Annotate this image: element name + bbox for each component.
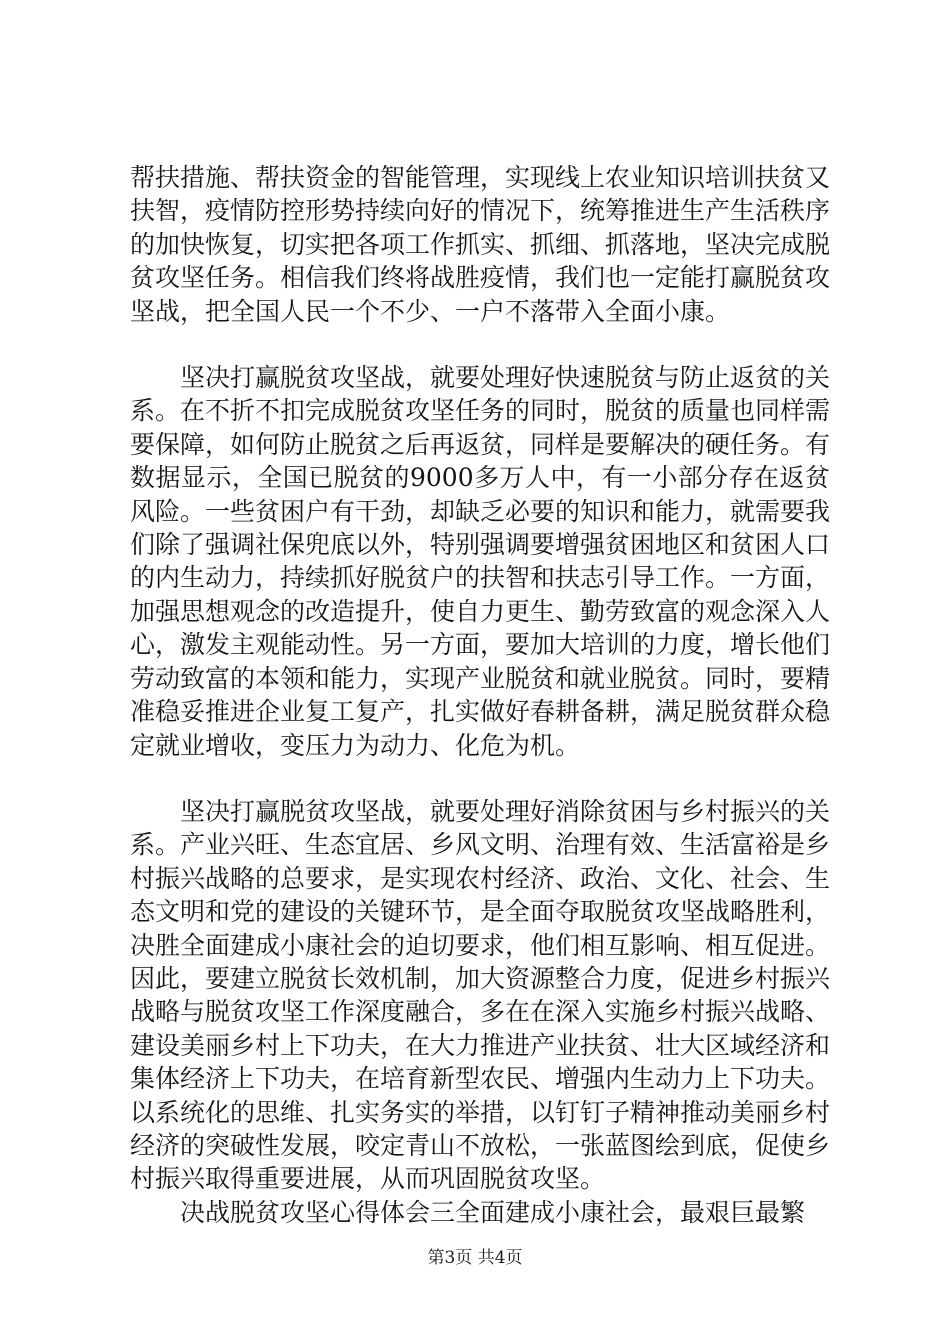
paragraph-continuation: 帮扶措施、帮扶资金的智能管理，实现线上农业知识培训扶贫又扶智，疫情防控形势持续向好的情况下，统筹推进生产生活秩序的加快恢复，切实把各项工作抓实、抓细、抓落地，坚决完成脱贫攻坚任务。相信我们终将战胜疫情，我们也一定能打赢脱贫攻坚战，把全国人民一个不少、一户不落带入全面小康。 — [130, 163, 831, 326]
paragraph-prevent-poverty-return: 坚决打赢脱贫攻坚战，就要处理好快速脱贫与防止返贫的关系。在不折不扣完成脱贫攻坚任务的同时，脱贫的质量也同样需要保障，如何防止脱贫之后再返贫，同样是要解决的硬任务。有数据显示，全国已脱贫的9000多万人中，有一小部分存在返贫风险。一些贫困户有干劲，却缺乏必要的知识和能力，就需要我们除了强调社保兜底以外，特别强调要增强贫困地区和贫困人口的内生动力，持续抓好脱贫户的扶智和扶志引导工作。一方面，加强思想观念的改造提升，使自力更生、勤劳致富的观念深入人心，激发主观能动性。另一方面，要加大培训的力度，增长他们劳动致富的本领和能力，实现产业脱贫和就业脱贫。同时，要精准稳妥推进企业复工复产，扎实做好春耕备耕，满足脱贫群众稳定就业增收，变压力为动力、化危为机。 — [130, 363, 831, 760]
paragraph-gap — [130, 762, 830, 795]
paragraph-section-three-start: 决战脱贫攻坚心得体会三全面建成小康社会，最艰巨最繁 — [180, 1197, 806, 1227]
document-body — [130, 161, 830, 1229]
paragraph-rural-revitalization: 坚决打赢脱贫攻坚战，就要处理好消除贫困与乡村振兴的关系。产业兴旺、生态宜居、乡风文明、治理有效、生活富裕是乡村振兴战略的总要求，是实现农村经济、政治、文化、社会、生态文明和党的建设的关键环节，是全面夺取脱贫攻坚战略胜利，决胜全面建成小康社会的迫切要求，他们相互影响、相互促进。因此，要建立脱贫长效机制，加大资源整合力度，促进乡村振兴战略与脱贫攻坚工作深度融合，多在在深入实施乡村振兴战略、建设美丽乡村上下功夫，在大力推进产业扶贫、壮大区域经济和集体经济上下功夫，在培育新型农民、增强内生动力上下功夫。以系统化的思维、扎实务实的举措，以钉钉子精神推动美丽乡村经济的突破性发展，咬定青山不放松，一张蓝图绘到底，促使乡村振兴取得重要进展，从而巩固脱贫攻坚。 — [130, 796, 831, 1194]
page-number-footer: 第3页 共4页 — [427, 1248, 523, 1268]
paragraph-gap — [130, 328, 830, 361]
